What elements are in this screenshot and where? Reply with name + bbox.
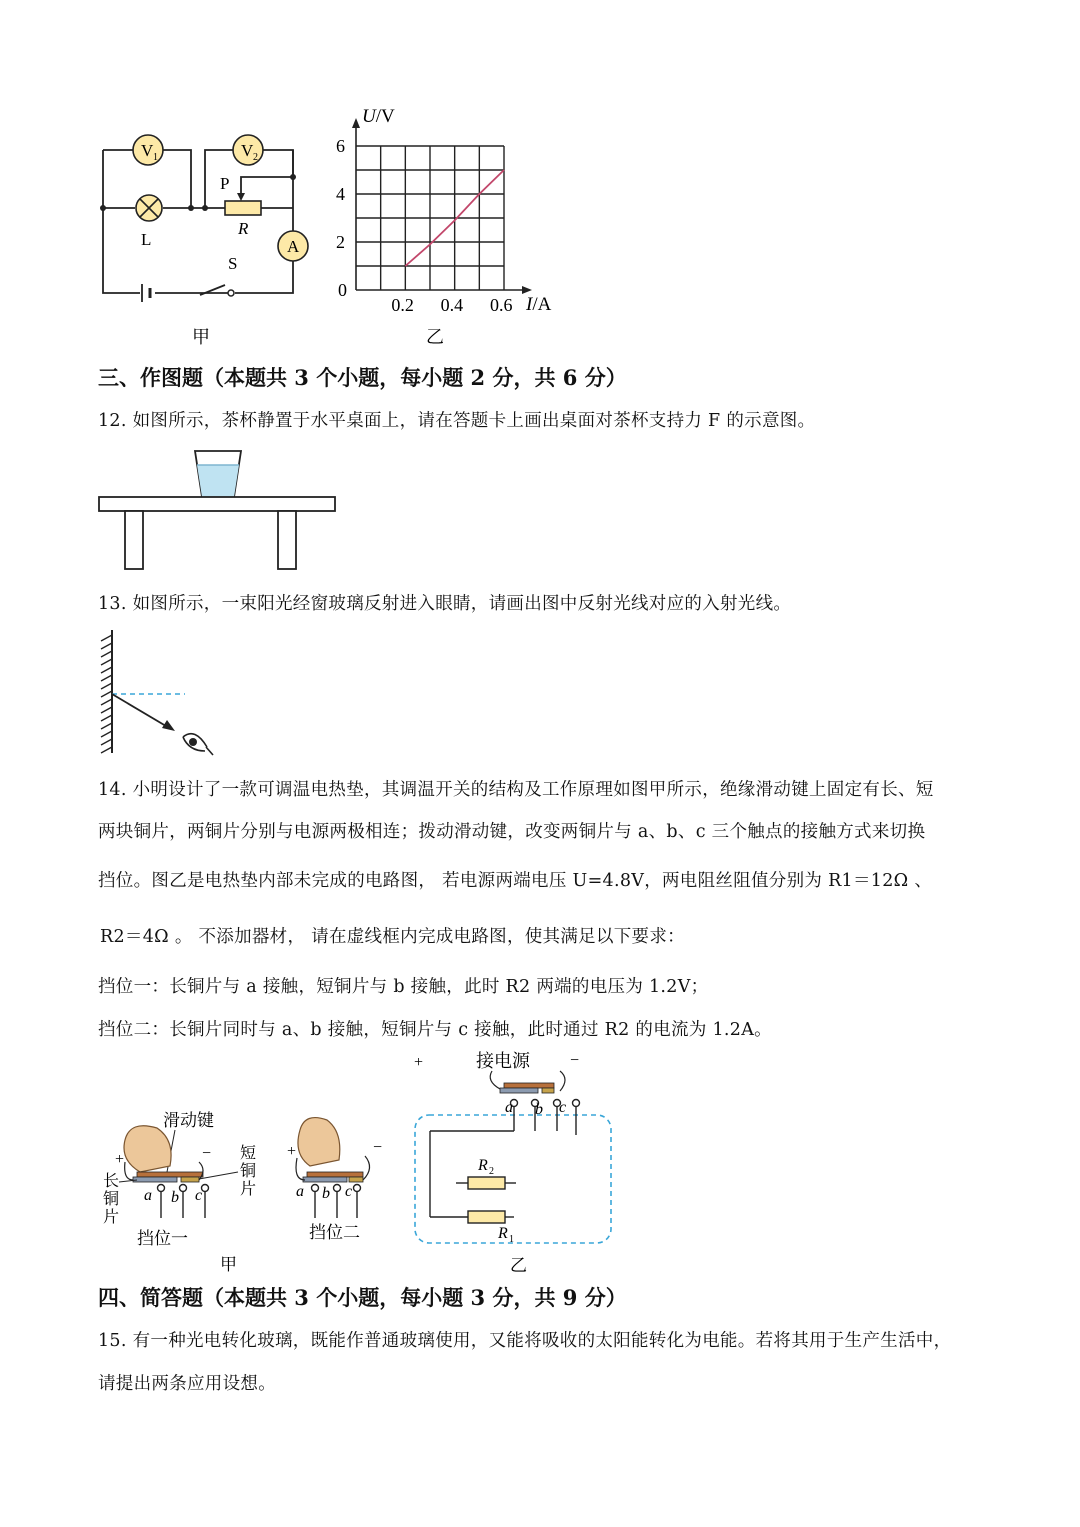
plus-label-1: +	[115, 1151, 125, 1168]
lamp-label: L	[141, 230, 152, 249]
circuit-caption-yi: 乙	[510, 1256, 527, 1275]
water	[197, 465, 239, 497]
glass-hatch-line	[101, 723, 112, 729]
hand-icon	[124, 1126, 171, 1172]
plus-label-3: +	[414, 1054, 424, 1071]
resistor-r2	[468, 1177, 505, 1189]
contact-c-label-2: c	[345, 1183, 353, 1200]
gear-two-label: 挡位二	[309, 1223, 360, 1242]
question-14-line-1: 14. 小明设计了一款可调温电热垫，其调温开关的结构及工作原理如图甲所示，绝缘滑动键上固定有长、短	[98, 780, 934, 800]
section-three-heading: 三、作图题（本题共 3 个小题，每小题 2 分，共 6 分）	[98, 365, 627, 390]
glass-hatch-line	[101, 643, 112, 649]
ammeter-label: A	[287, 237, 300, 256]
contact-b-label-2: b	[322, 1185, 330, 1202]
contact-a-label-2: a	[296, 1183, 304, 1200]
section-four-heading: 四、简答题（本题共 3 个小题，每小题 3 分，共 9 分）	[98, 1285, 627, 1310]
power-supply-label: 接电源	[476, 1051, 530, 1071]
chart-y-tick-label: 4	[336, 184, 345, 204]
plus-label-2: +	[287, 1143, 297, 1160]
switch-caption-jia: 甲	[220, 1255, 237, 1274]
question-14-requirement-1: 挡位一：长铜片与 a 接触，短铜片与 b 接触，此时 R2 两端的电压为 1.2V；	[98, 977, 709, 997]
r1-label: R	[498, 1225, 508, 1242]
gear-one-illustration	[103, 1111, 256, 1248]
r2-sub: 2	[489, 1166, 494, 1177]
ray-arrow	[162, 720, 175, 731]
svg-text:片: 片	[240, 1181, 257, 1198]
glass-hatch-line	[101, 675, 112, 681]
question-14-requirement-2: 挡位二：长铜片同时与 a、b 接触，短铜片与 c 接触，此时通过 R2 的电流为 1.2A。	[98, 1020, 772, 1040]
cup-on-table-diagram	[95, 445, 345, 575]
chart-caption: 乙	[426, 327, 444, 347]
gear-one-label: 挡位一	[137, 1229, 188, 1248]
dashed-answer-box	[415, 1115, 611, 1243]
table-leg-right	[278, 511, 296, 569]
table-leg-left	[125, 511, 143, 569]
chart-y-arrow	[352, 118, 360, 128]
glass-hatch-line	[101, 667, 112, 673]
glass-hatch-line	[101, 651, 112, 657]
hand-icon-2	[298, 1118, 340, 1166]
switch-structure-diagram	[95, 1100, 395, 1280]
v2-label: V	[241, 141, 254, 160]
circuit-diagram	[95, 125, 325, 360]
v1-sub: 1	[153, 152, 158, 163]
gear-two-illustration	[287, 1118, 382, 1242]
short-copper-label: 短	[240, 1145, 257, 1162]
chart-x-arrow	[522, 286, 532, 294]
chart-x-tick-label: 0.2	[391, 295, 414, 315]
question-15-line-1: 15. 有一种光电转化玻璃，既能作普通玻璃使用，又能将吸收的太阳能转化为电能。若将其用于生产生活中，	[98, 1331, 952, 1351]
glass-hatch-line	[101, 659, 112, 665]
eye-icon	[183, 734, 213, 755]
glass-hatch-line	[101, 747, 112, 753]
slider-label: P	[220, 174, 230, 193]
glass-hatch-line	[101, 731, 112, 737]
slider-arrow	[237, 193, 245, 201]
glass-hatch-line	[101, 635, 112, 641]
contact-b-label-1: b	[171, 1189, 179, 1206]
r1-sub: 1	[509, 1234, 514, 1245]
chart-x-tick-label: 0.6	[490, 295, 513, 315]
slide-key-label: 滑动键	[163, 1111, 214, 1130]
table-top	[99, 497, 335, 511]
rheostat	[225, 201, 261, 215]
resistor-r1	[468, 1211, 505, 1223]
circuit-caption: 甲	[192, 327, 210, 347]
contact-c-label-1: c	[195, 1187, 203, 1204]
v2-sub: 2	[253, 152, 258, 163]
incomplete-circuit-diagram	[410, 1045, 620, 1275]
chart-origin-label: 0	[338, 280, 347, 300]
switch-contact	[228, 290, 234, 296]
minus-label-1: −	[202, 1145, 212, 1162]
long-copper-label-1: 长	[103, 1173, 120, 1190]
contact-c-label-3: c	[559, 1099, 567, 1116]
question-14-line-2: 两块铜片，两铜片分别与电源两极相连；拨动滑动键，改变两铜片与 a、b、c 三个触点的接触方式来切换	[98, 822, 926, 842]
reflected-ray	[112, 694, 171, 729]
reflection-diagram	[95, 625, 225, 765]
ui-graph	[328, 100, 563, 350]
svg-text:片: 片	[103, 1209, 120, 1226]
chart-y-tick-label: 6	[336, 136, 345, 156]
svg-text:铜: 铜	[103, 1191, 120, 1208]
svg-text:铜: 铜	[240, 1163, 257, 1180]
glass-hatch-line	[101, 715, 112, 721]
question-14-line-3: 挡位。图乙是电热垫内部未完成的电路图， 若电源两端电压 U=4.8V，两电阻丝阻值分别为 R1＝12Ω 、	[98, 871, 933, 891]
contact-b-label-3: b	[535, 1101, 543, 1118]
chart-y-tick-label: 2	[336, 232, 345, 252]
contact-a-label-3: a	[505, 1099, 513, 1116]
minus-label-3: −	[570, 1052, 580, 1069]
chart-y-axis-label: U/V	[362, 106, 395, 127]
switch-label: S	[228, 254, 238, 273]
contact-a-label-1: a	[144, 1187, 152, 1204]
question-12-text: 12. 如图所示，茶杯静置于水平桌面上，请在答题卡上画出桌面对茶杯支持力 F 的示意图。	[98, 411, 816, 431]
chart-x-tick-label: 0.4	[440, 295, 464, 315]
glass-hatch-line	[101, 707, 112, 713]
glass-hatch-line	[101, 691, 112, 697]
chart-x-axis-label: I/A	[526, 294, 552, 315]
rheostat-label: R	[238, 219, 249, 238]
v1-label: V	[141, 141, 154, 160]
question-15-line-2: 请提出两条应用设想。	[98, 1374, 276, 1394]
glass-hatch-line	[101, 699, 112, 705]
glass-hatch-line	[101, 683, 112, 689]
minus-label-2: −	[373, 1139, 383, 1156]
question-14-line-4: R2＝4Ω 。 不添加器材， 请在虚线框内完成电路图，使其满足以下要求：	[100, 927, 685, 947]
glass-hatch-line	[101, 739, 112, 745]
question-13-text: 13. 如图所示，一束阳光经窗玻璃反射进入眼睛，请画出图中反射光线对应的入射光线。	[98, 594, 792, 614]
r2-label: R	[478, 1157, 488, 1174]
